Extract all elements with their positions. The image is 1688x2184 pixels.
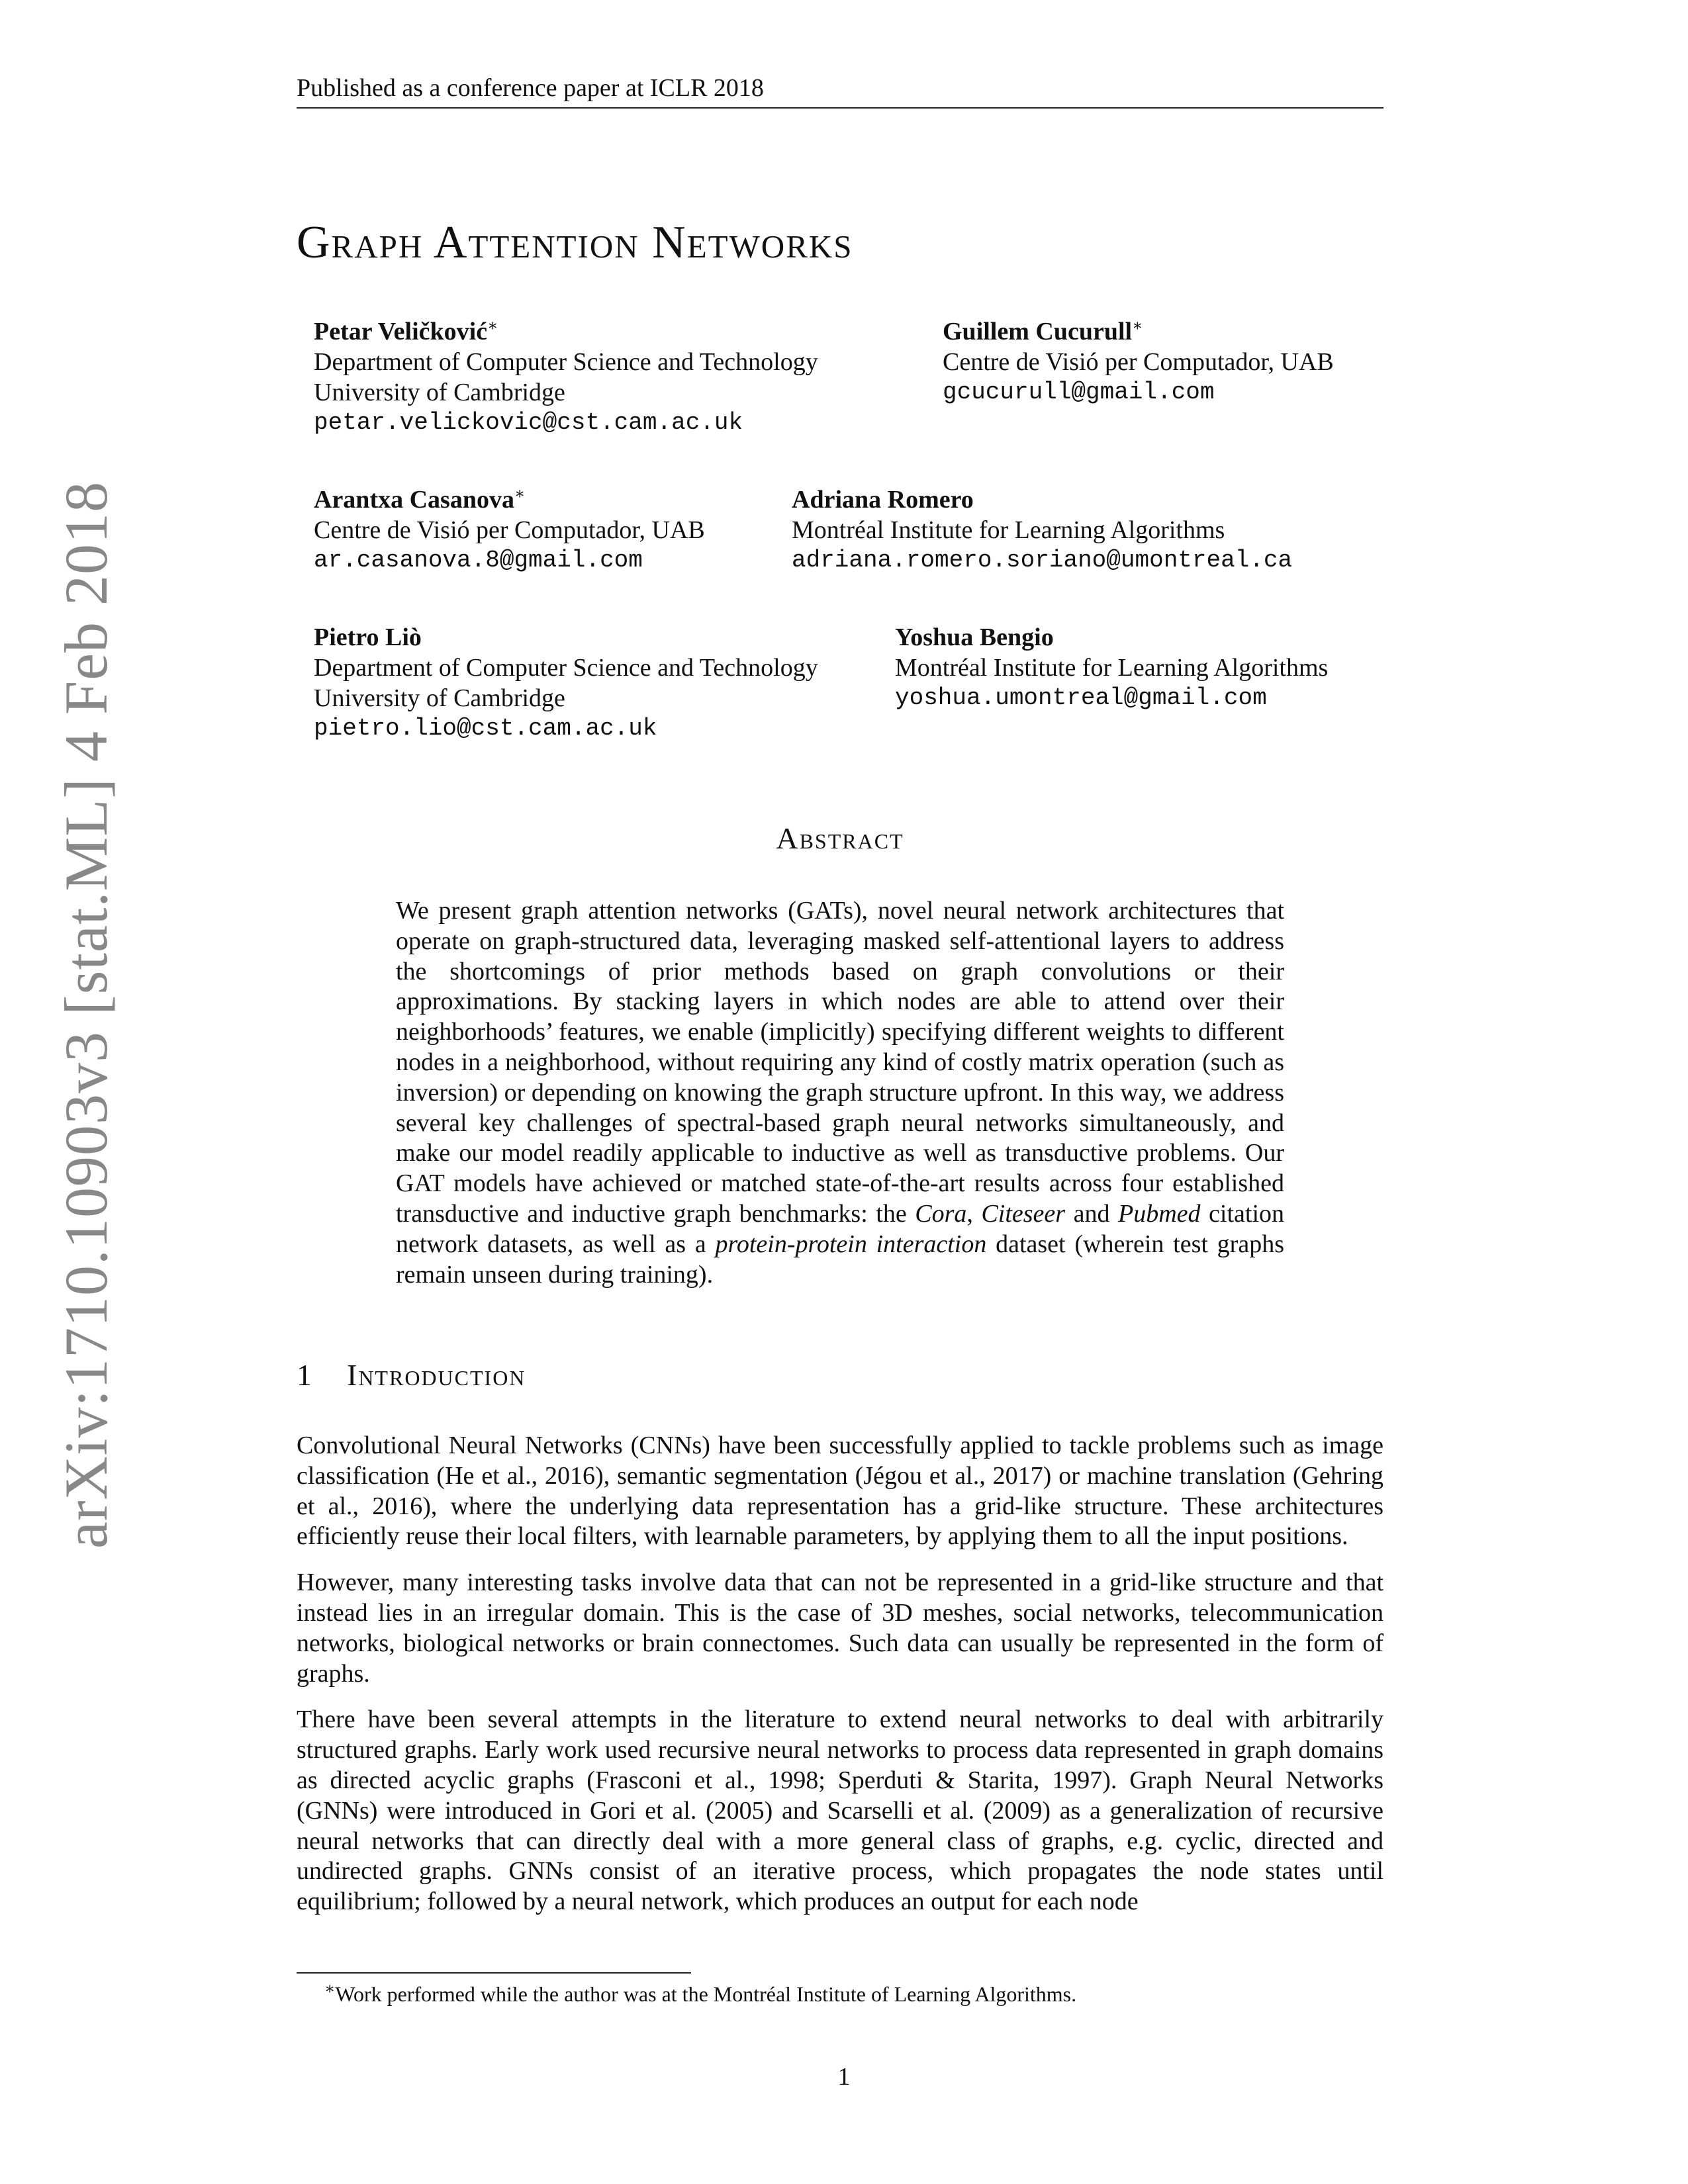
abstract-body: We present graph attention networks (GATs), novel neural network architectures that operate on graph-structured data, leveraging masked self-attentional layers to address the shortcomings of prior methods based on graph convolutions or their approximations. By stacking layers in which nodes are able to attend over their neighborhoods’ features, we enable (implicitly) specifying different weights to different nodes in a neighborhood, without requiring any kind of costly matrix operation (such as inversion) or depending on knowing the graph structure upfront. In this way, we address several key challenges of spectral-based graph neural networks simultaneously, and make our model readily applicable to inductive as well as transductive problems. Our GAT models have achieved or matched state-of-the-art results across four established transductive and inductive graph benchmarks: the Cora, Citeseer and Pubmed citation network datasets, as well as a protein-protein interaction dataset (wherein test graphs remain unseen during training). [396,897,1285,1289]
author-block [314,484,705,576]
dataset-name: Citeseer [981,1199,1066,1228]
introduction-body [297,1431,1383,1933]
author-block [943,316,1334,408]
dataset-name: protein-protein interaction [715,1230,987,1258]
paper-title: Graph Attention Networks [297,217,853,268]
author-block [792,484,1292,576]
author-affiliation: Montréal Institute for Learning Algorithms [895,654,1329,682]
author-name: Adriana Romero [792,486,974,514]
author-email[interactable]: pietro.lio@cst.cam.ac.uk [314,715,657,742]
footnote: ∗Work performed while the author was at the Montréal Institute of Learning Algorithms. [324,1980,1077,2006]
author-affiliation: Montréal Institute for Learning Algorithms [792,516,1225,544]
author-block [895,622,1328,713]
section-heading-introduction [297,1355,526,1395]
footnote-mark: ∗ [1132,317,1143,335]
author-block [314,316,818,438]
section-number: 1 [297,1358,313,1392]
author-affiliation: Department of Computer Science and Technology [314,654,818,682]
author-block [314,622,818,744]
author-email[interactable]: adriana.romero.soriano@umontreal.ca [792,547,1293,574]
author-name: Guillem Cucurull∗ [943,317,1143,345]
dataset-name: Pubmed [1117,1199,1201,1228]
footnote-mark: ∗ [487,317,498,335]
footnote-divider [297,1972,691,1974]
author-affiliation: University of Cambridge [314,684,565,712]
abstract-heading: Abstract [776,821,904,855]
section-title: Introduction [347,1358,526,1392]
paragraph: Convolutional Neural Networks (CNNs) have been successfully applied to tackle problems such as image classification (He et al., 2016), semantic segmentation (Jégou et al., 2017) or machine translation (Gehring et al., 2016), where the underlying data representation has a grid-like structure. These architectures efficiently reuse their local filters, with learnable parameters, by applying them to all the input positions. [297,1432,1383,1551]
footnote-mark: ∗ [514,485,526,503]
paragraph: However, many interesting tasks involve data that can not be represented in a grid-like structure and that instead lies in an irregular domain. This is the case of 3D meshes, social networks, telecommunication networks, biological networks or brain connectomes. Such data can usually be represented in the form of graphs. [297,1569,1383,1688]
author-email[interactable]: ar.casanova.8@gmail.com [314,547,643,574]
dataset-name: Cora [915,1199,967,1228]
author-affiliation: Centre de Visió per Computador, UAB [943,348,1334,376]
author-affiliation: Department of Computer Science and Technology [314,348,818,376]
author-name: Pietro Liò [314,623,422,651]
arxiv-stamp: arXiv:1710.10903v3 [stat.ML] 4 Feb 2018 [52,480,120,1549]
author-name: Yoshua Bengio [895,623,1054,651]
footnote-mark: ∗ [324,1980,336,1998]
author-name: Petar Veličković∗ [314,317,498,345]
author-email[interactable]: yoshua.umontreal@gmail.com [895,684,1267,711]
running-header: Published as a conference paper at ICLR 2018 [297,71,1383,109]
author-email[interactable]: gcucurull@gmail.com [943,379,1215,406]
author-affiliation: Centre de Visió per Computador, UAB [314,516,705,544]
author-affiliation: University of Cambridge [314,379,565,406]
paragraph: There have been several attempts in the literature to extend neural networks to deal with arbitrarily structured graphs. Early work used recursive neural networks to process data represented in graph domains as directed acyclic graphs (Frasconi et al., 1998; Sperduti & Starita, 1997). Graph Neural Networks (GNNs) were introduced in Gori et al. (2005) and Scarselli et al. (2009) as a generalization of recursive neural networks that can directly deal with a more general class of graphs, e.g. cyclic, directed and undirected graphs. GNNs consist of an iterative process, which propagates the node states until equilibrium; followed by a neural network, which produces an output for each node [297,1706,1383,1916]
author-email[interactable]: petar.velickovic@cst.cam.ac.uk [314,409,743,436]
page-number: 1 [837,2063,851,2091]
author-name: Arantxa Casanova∗ [314,485,526,514]
